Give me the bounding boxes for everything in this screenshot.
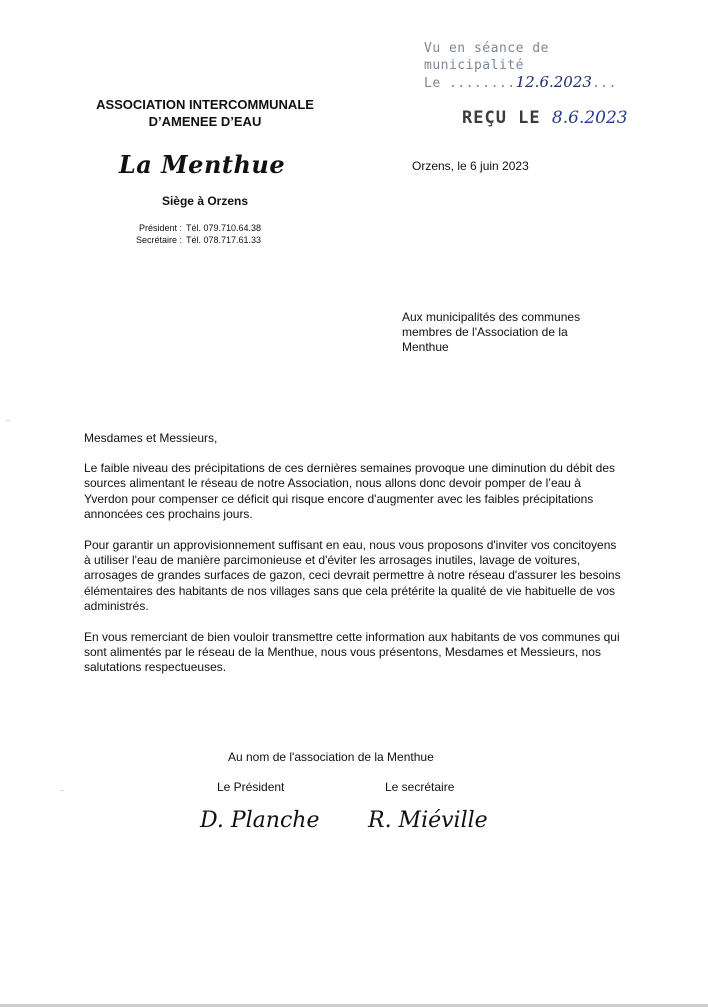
contact-row-secretary	[112, 234, 261, 246]
recipient-address	[402, 310, 632, 355]
contact-role: Président :	[138, 223, 182, 233]
salutation: Mesdames et Messieurs,	[84, 431, 218, 445]
closing-line: Au nom de l'association de la Menthue	[228, 750, 434, 764]
received-label: REÇU LE	[462, 108, 541, 128]
organization-name-line-2: D’AMENEE D’EAU	[148, 114, 262, 129]
paragraph-2: Pour garantir un approvisionnement suffisant en eau, nous vous proposons d'inviter vos concitoyens à utiliser l'eau de manière parcimonieuse et d'éviter les arrosages inutiles, lavage de voitures, arrosages de grandes surfaces de gazon, ceci devrait permettre à notre réseau d'assurer les besoins élémentaires des habitants de nos villages sans que cela prétérite la qualité de vie habituelle de vos administrés.	[84, 538, 621, 613]
received-date: 8.6.2023	[551, 108, 628, 128]
contact-phone: Tél. 079.710.64.38	[186, 223, 262, 233]
place-date: Orzens, le 6 juin 2023	[412, 159, 529, 173]
paragraph-1: Le faible niveau des précipitations de ces dernières semaines provoque une diminution du débit des sources alimentant le réseau de notre Association, nous allons donc devoir pomper de l’eau à Yverdon pour compenser ce déficit qui risque encore d'augmenter avec les faibles précipitations annoncées ces prochains jours.	[84, 461, 616, 521]
scan-mark	[60, 790, 64, 791]
secretary-signature: R. Miéville	[368, 808, 488, 833]
stamp-line-2: municipalité	[424, 58, 524, 73]
paragraph-3: En vous remerciant de bien vouloir transmettre cette information aux habitants de vos communes qui sont alimentés par le réseau de la Menthue, nous vous présentons, Mesdames et Messieurs, nos salutations respectueuses.	[84, 630, 620, 675]
president-signature: D. Planche	[200, 808, 320, 833]
organization-name	[60, 96, 350, 130]
contact-list	[112, 222, 261, 246]
stamp-handwritten-date: 12.6.2023	[515, 73, 592, 91]
president-title: Le Président	[217, 780, 285, 794]
secretary-title: Le secrétaire	[385, 780, 455, 794]
logo-la-menthue: La Menthue	[118, 150, 286, 179]
municipality-review-stamp	[424, 40, 617, 92]
stamp-line-3	[424, 73, 617, 92]
recipient-line-3: Menthue	[402, 340, 449, 354]
contact-phone: Tél. 078.717.61.33	[186, 235, 262, 245]
contact-row-president	[112, 222, 261, 234]
seat-location: Siège à Orzens	[161, 194, 249, 208]
recipient-line-1: Aux municipalités des communes	[402, 310, 581, 324]
stamp-date-prefix: Le ........	[424, 76, 516, 91]
contact-role: Secrétaire :	[135, 235, 182, 245]
organization-name-line-1: ASSOCIATION INTERCOMMUNALE	[96, 97, 314, 112]
received-stamp	[462, 108, 628, 128]
letter-body	[84, 431, 624, 692]
stamp-date-suffix: ...	[591, 76, 617, 91]
stamp-line-1: Vu en séance de	[424, 41, 549, 56]
scan-mark	[6, 420, 10, 421]
recipient-line-2: membres de l'Association de la	[402, 325, 568, 339]
